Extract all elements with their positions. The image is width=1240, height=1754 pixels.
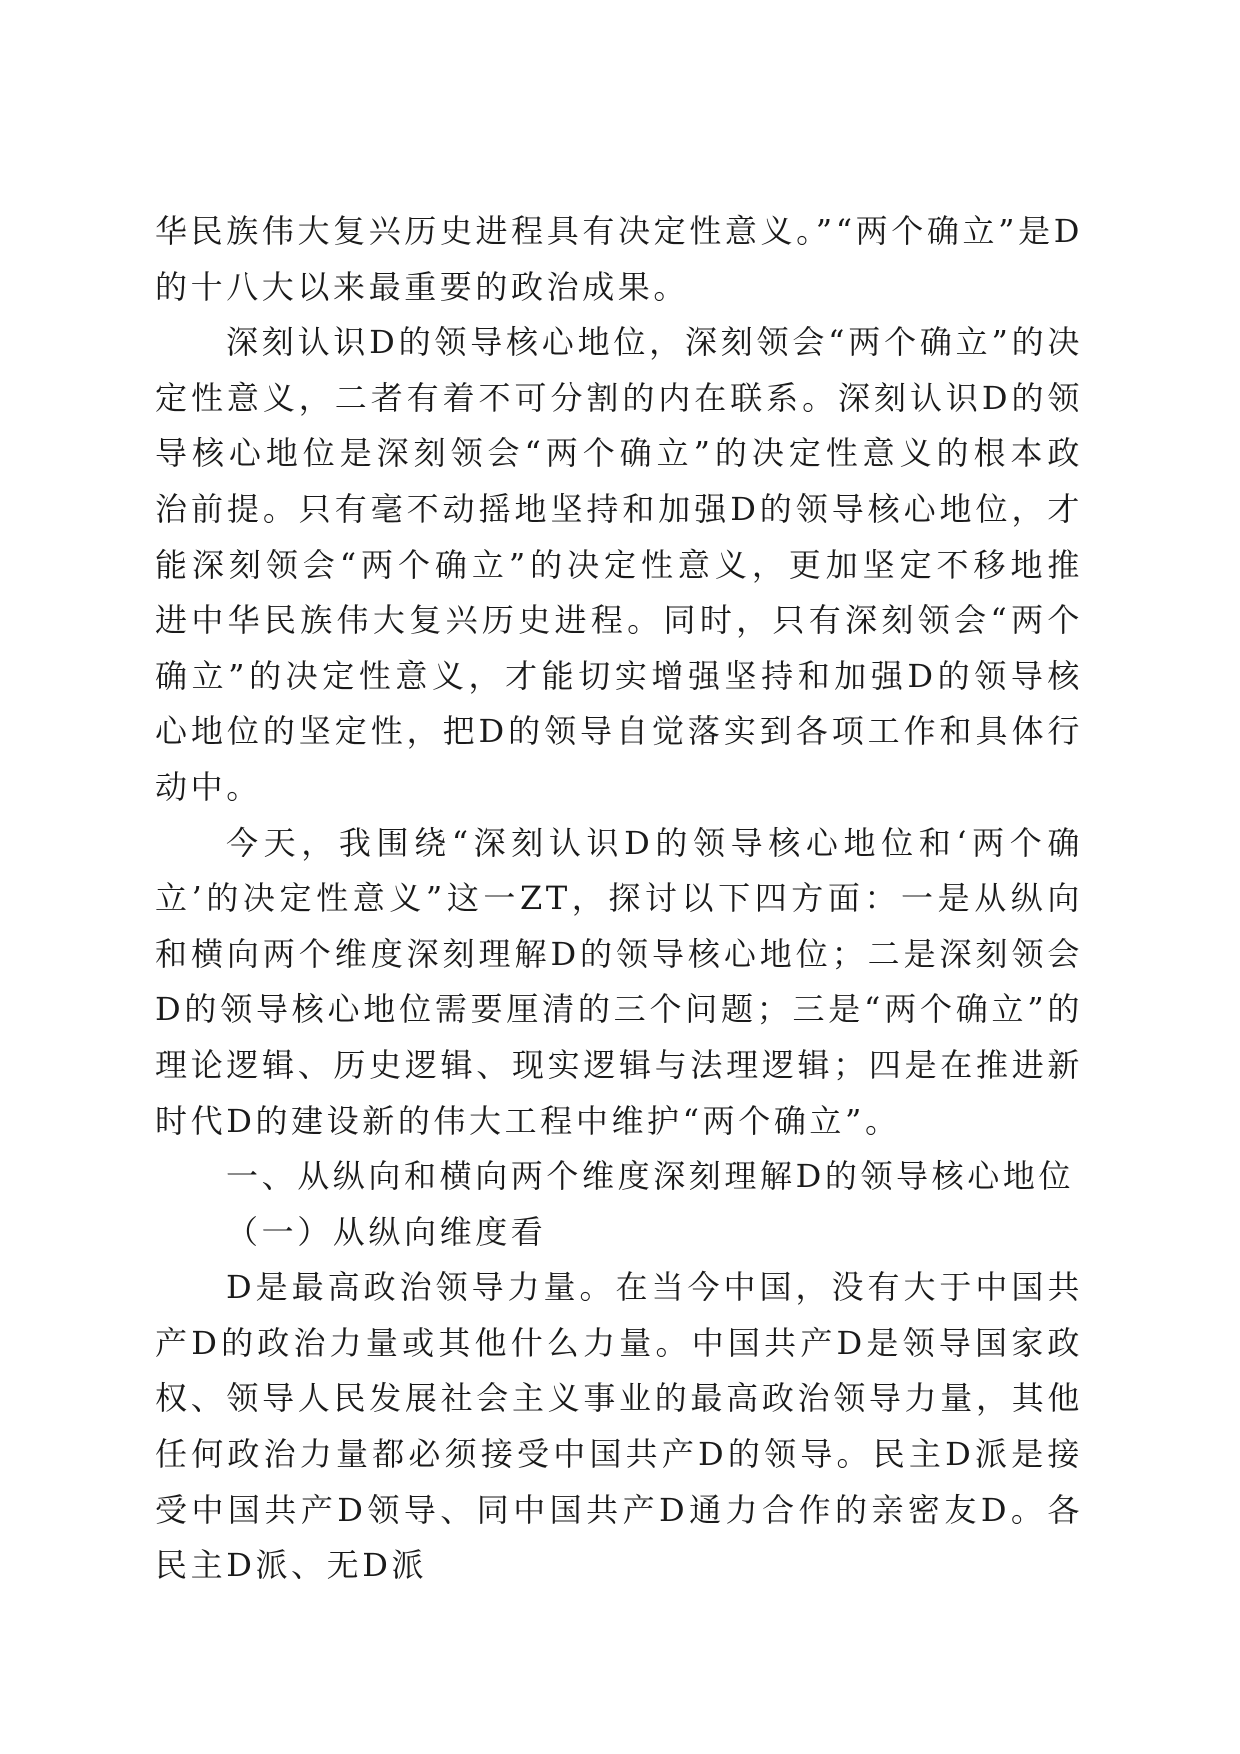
paragraph-highest-leadership: D是最高政治领导力量。在当今中国，没有大于中国共产D的政治力量或其他什么力量。中国共产D是领导国家政权、领导人民发展社会主义事业的最高政治领导力量，其他任何政治力量都必须接受中国共产D的领导。民主D派是接受中国共产D领导、同中国共产D通力合作的亲密友D。各民主D派、无D派 xyxy=(155,1268,1083,1585)
paragraph-outline: 今天，我围绕“深刻认识D的领导核心地位和‘两个确立’的决定性意义”这一ZT，探讨以下四方面：一是从纵向和横向两个维度深刻理解D的领导核心地位；二是深刻领会D的领导核心地位需要厘清的三个问题；三是“两个确立”的理论逻辑、历史逻辑、现实逻辑与法理逻辑；四是在推进新时代D的建设新的伟大工程中维护“两个确立”。 xyxy=(155,823,1083,1140)
document-page xyxy=(155,204,1083,1594)
paragraph-core-position: 深刻认识D的领导核心地位，深刻领会“两个确立”的决定性意义，二者有着不可分割的内在联系。深刻认识D的领导核心地位是深刻领会“两个确立”的决定性意义的根本政治前提。只有毫不动摇地坚持和加强D的领导核心地位，才能深刻领会“两个确立”的决定性意义，更加坚定不移地推进中华民族伟大复兴历史进程。同时，只有深刻领会“两个确立”的决定性意义，才能切实增强坚持和加强D的领导核心地位的坚定性，把D的领导自觉落实到各项工作和具体行动中。 xyxy=(155,323,1083,806)
section-heading-1: 一、从纵向和横向两个维度深刻理解D的领导核心地位 xyxy=(226,1157,1075,1196)
subsection-heading-1: （一）从纵向维度看 xyxy=(226,1212,547,1251)
paragraph-continuation: 华民族伟大复兴历史进程具有决定性意义。”“两个确立”是D的十八大以来最重要的政治成果。 xyxy=(155,212,1083,306)
